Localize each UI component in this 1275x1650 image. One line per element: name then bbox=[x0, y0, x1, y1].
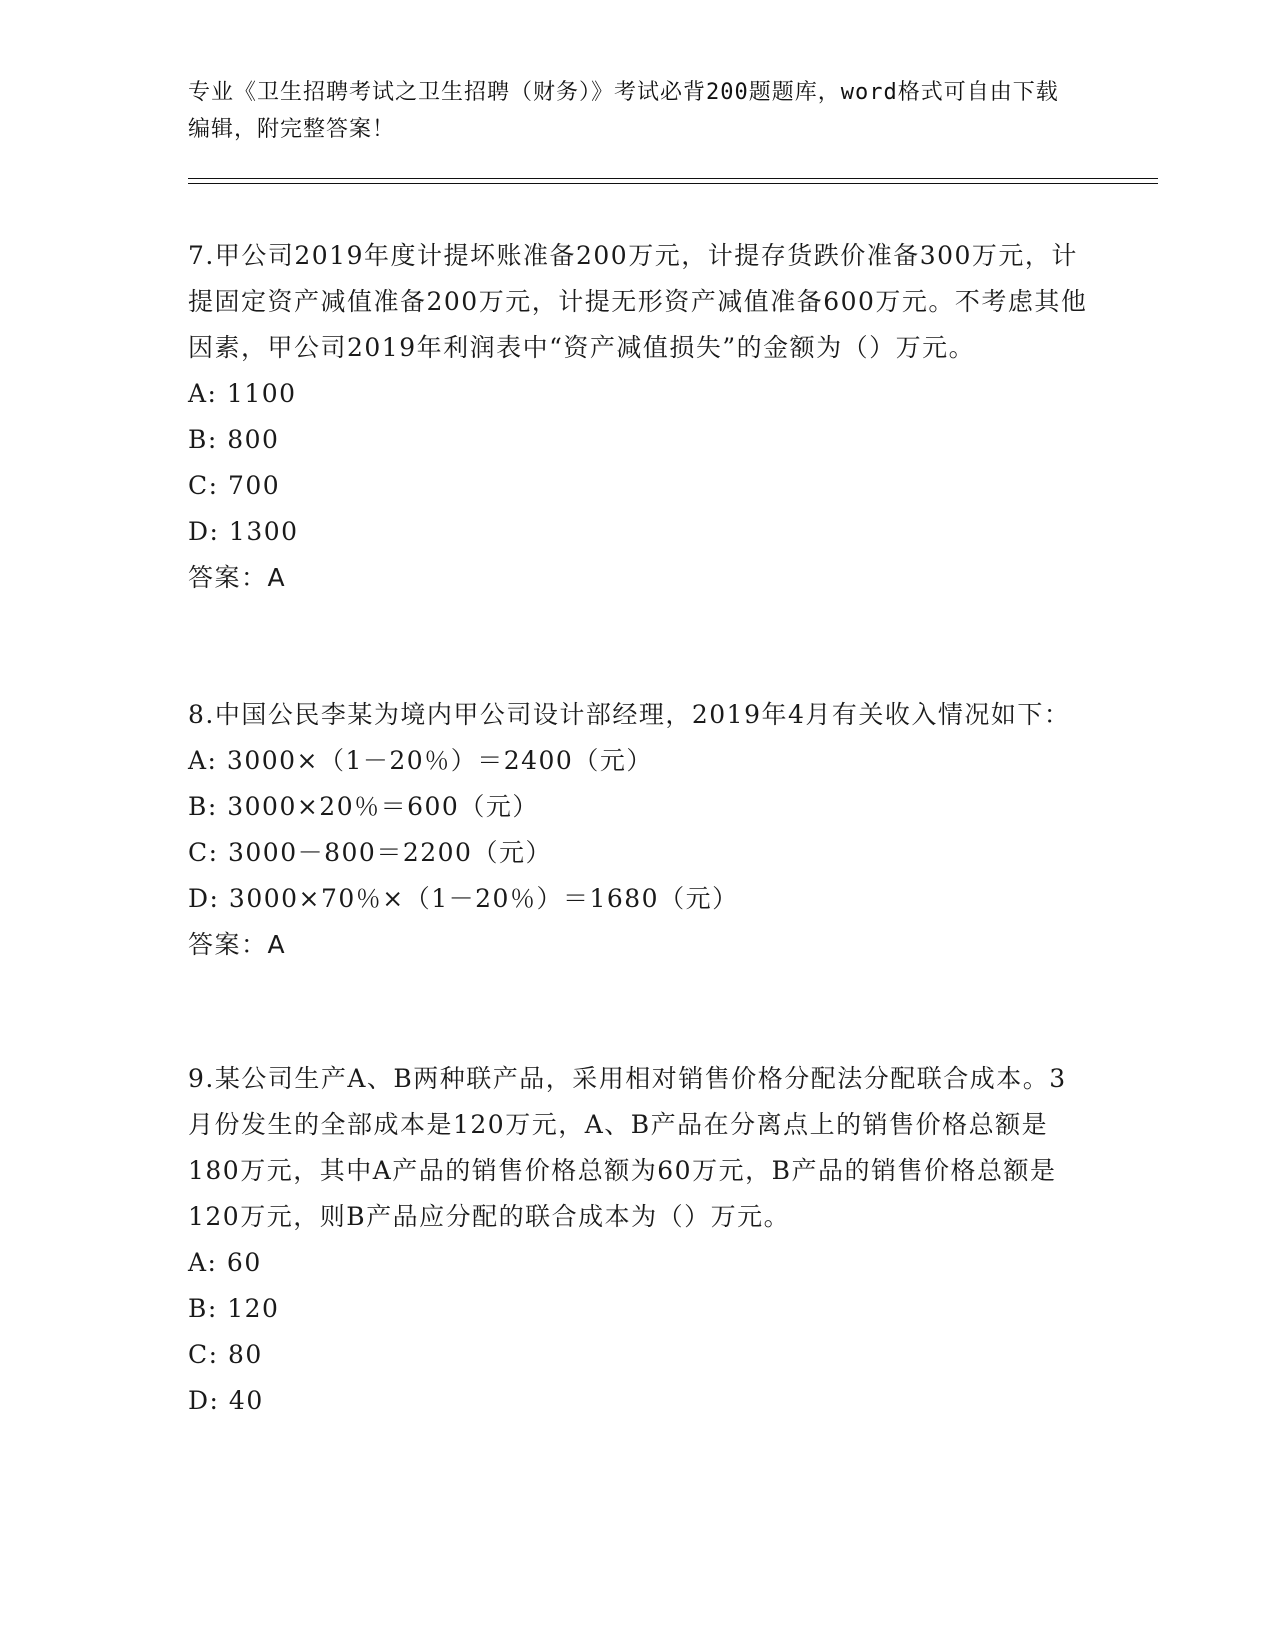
option-b: B: 800 bbox=[188, 425, 280, 454]
answer-line: 答案：A bbox=[188, 563, 287, 592]
option-a: A: 60 bbox=[188, 1248, 262, 1277]
question-9 bbox=[188, 1056, 1088, 1424]
question-stem: 7.甲公司2019年度计提坏账准备200万元，计提存货跌价准备300万元，计提固定资产减值准备200万元，计提无形资产减值准备600万元。不考虑其他因素，甲公司2019年利润表中“资产减值损失”的金额为（）万元。 bbox=[188, 241, 1088, 362]
option-d: D: 40 bbox=[188, 1386, 264, 1415]
option-b: B: 3000×20％＝600（元） bbox=[188, 792, 539, 821]
option-a: A: 3000×（1－20％）＝2400（元） bbox=[188, 746, 653, 775]
question-stem: 9.某公司生产A、B两种联产品，采用相对销售价格分配法分配联合成本。3月份发生的全部成本是120万元，A、B产品在分离点上的销售价格总额是180万元，其中A产品的销售价格总额为60万元，B产品的销售价格总额是120万元，则B产品应分配的联合成本为（）万元。 bbox=[188, 1064, 1067, 1231]
option-d: D: 3000×70％×（1－20％）＝1680（元） bbox=[188, 884, 739, 913]
option-a: A: 1100 bbox=[188, 379, 297, 408]
option-c: C: 80 bbox=[188, 1340, 263, 1369]
header-divider-bottom bbox=[188, 183, 1158, 184]
question-stem: 8.中国公民李某为境内甲公司设计部经理，2019年4月有关收入情况如下： bbox=[188, 700, 1071, 729]
header-divider-top bbox=[188, 178, 1158, 179]
document-header: 专业《卫生招聘考试之卫生招聘（财务）》考试必背200题题库，word格式可自由下载编辑，附完整答案！ bbox=[188, 80, 1059, 142]
answer-line: 答案：A bbox=[188, 930, 287, 959]
option-b: B: 120 bbox=[188, 1294, 280, 1323]
question-8 bbox=[188, 692, 1088, 968]
option-d: D: 1300 bbox=[188, 517, 299, 546]
question-7 bbox=[188, 233, 1088, 601]
option-c: C: 3000－800＝2200（元） bbox=[188, 838, 552, 867]
option-c: C: 700 bbox=[188, 471, 281, 500]
